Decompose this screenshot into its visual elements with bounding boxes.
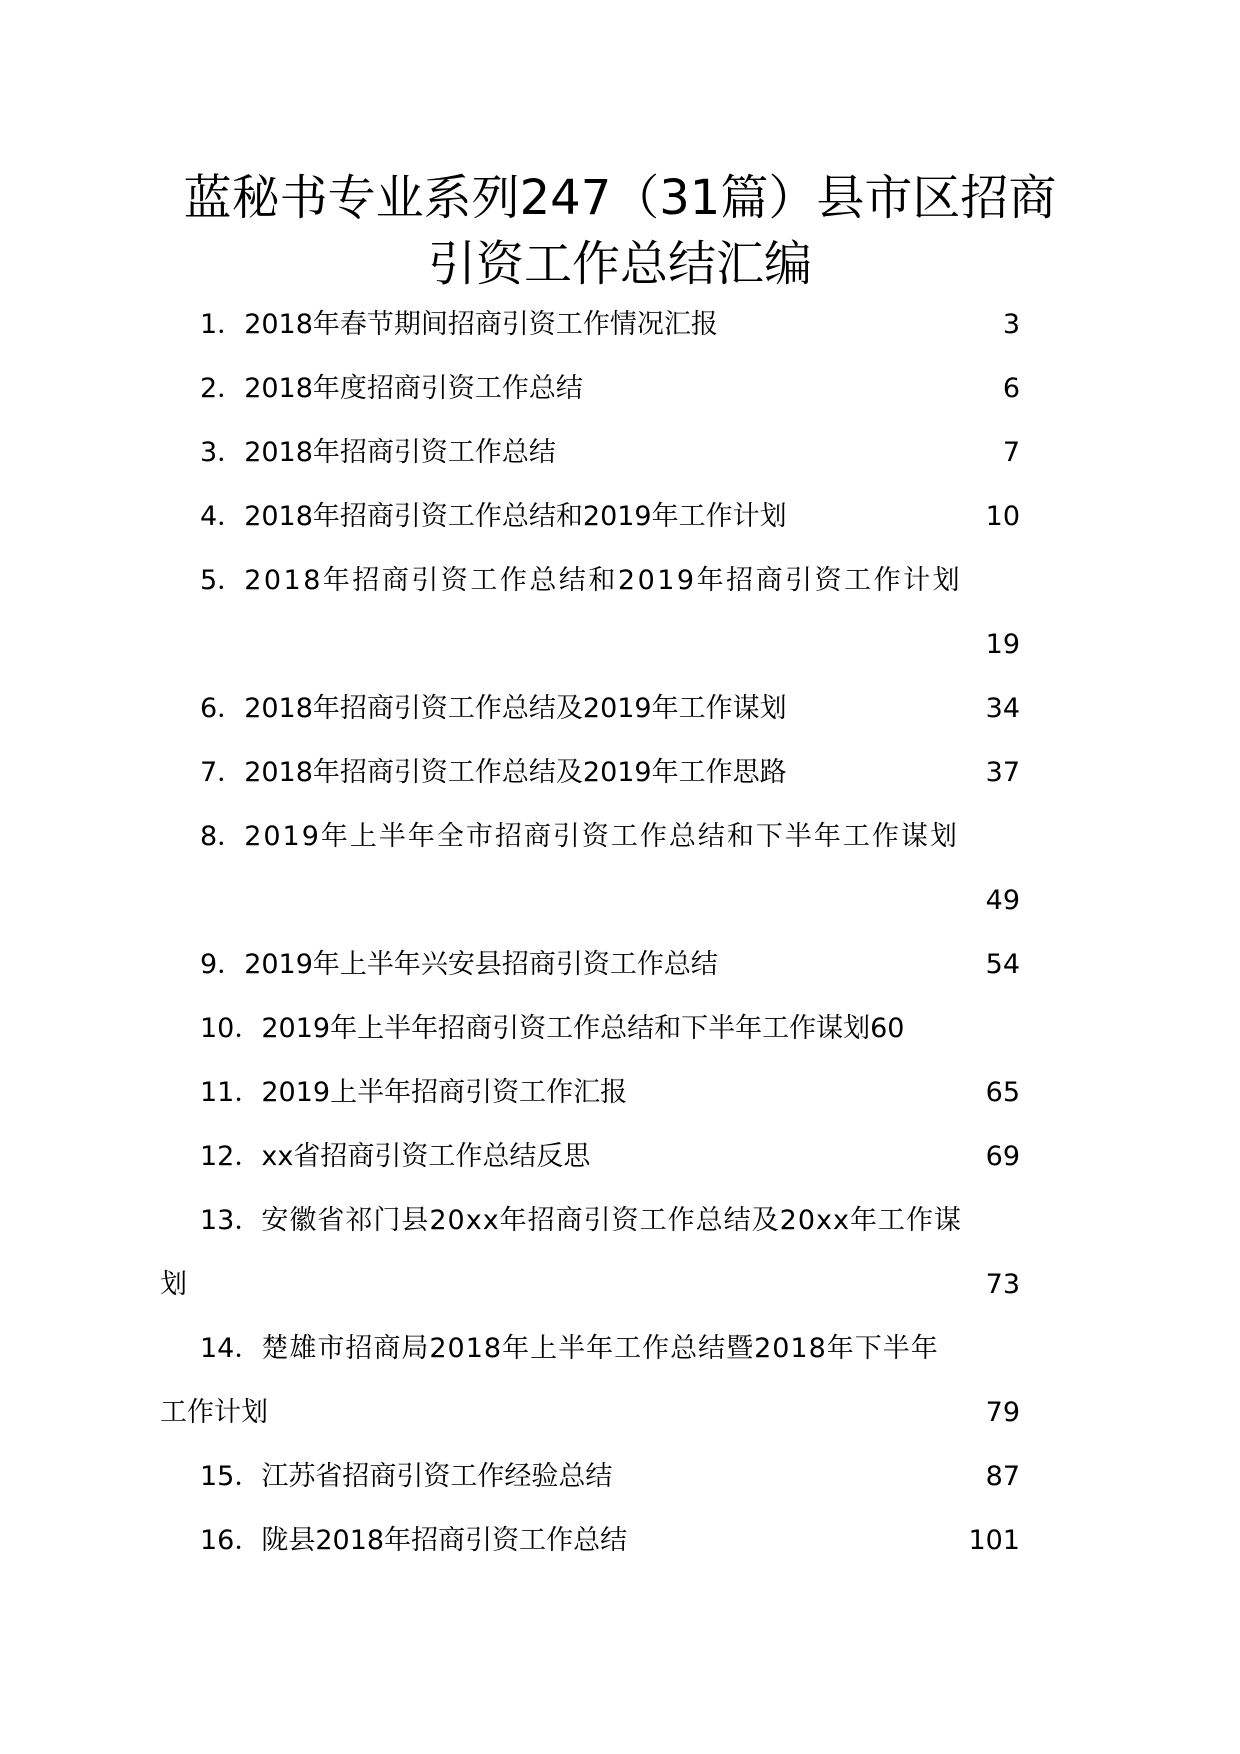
toc-entry-number: 1． xyxy=(200,309,245,340)
toc-entry-13-continuation[interactable] xyxy=(160,1262,1020,1302)
toc-entry-15[interactable] xyxy=(200,1454,1020,1494)
toc-entry-5-continuation[interactable] xyxy=(160,622,1020,662)
toc-dot-leader xyxy=(787,500,986,534)
toc-dot-leader xyxy=(268,1396,986,1430)
toc-entry-7[interactable] xyxy=(200,750,1020,790)
document-title-line-2: 引资工作总结汇编 xyxy=(427,236,812,292)
toc-entry-16[interactable] xyxy=(200,1518,1020,1558)
toc-entry-1[interactable] xyxy=(200,302,1020,342)
toc-entry-9[interactable] xyxy=(200,942,1020,982)
toc-entry-number: 3． xyxy=(200,437,245,468)
toc-dot-leader xyxy=(612,1460,985,1494)
toc-entry-title: 2018年招商引资工作总结和2019年招商引资工作计划 xyxy=(244,565,963,596)
toc-entry-page: 65 xyxy=(985,1077,1020,1108)
toc-entry-12[interactable] xyxy=(200,1134,1020,1174)
toc-entry-2[interactable] xyxy=(200,366,1020,406)
toc-entry-title: 2019年上半年兴安县招商引资工作总结 xyxy=(244,949,718,980)
toc-entry-14[interactable] xyxy=(200,1326,1090,1366)
toc-entry-10[interactable] xyxy=(200,1006,1040,1046)
toc-entry-page: 73 xyxy=(985,1269,1020,1300)
toc-entry-8[interactable] xyxy=(200,814,1090,854)
toc-entry-title: 安徽省祁门县20xx年招商引资工作总结及20xx年工作谋 xyxy=(261,1205,962,1236)
toc-entry-title: 2019年上半年全市招商引资工作总结和下半年工作谋划 xyxy=(244,821,959,852)
toc-entry-title: 2019上半年招商引资工作汇报 xyxy=(261,1077,628,1108)
toc-entry-number: 13． xyxy=(200,1205,262,1236)
toc-dot-leader xyxy=(718,948,986,982)
toc-entry-title: 2018年招商引资工作总结和2019年工作计划 xyxy=(244,501,787,532)
toc-entry-4[interactable] xyxy=(200,494,1020,534)
toc-dot-leader xyxy=(160,628,986,662)
toc-entry-6[interactable] xyxy=(200,686,1020,726)
toc-entry-page: 60 xyxy=(870,1013,905,1044)
toc-entry-number: 11． xyxy=(200,1077,262,1108)
toc-entry-title: 江苏省招商引资工作经验总结 xyxy=(261,1461,613,1492)
toc-entry-title: 2018年招商引资工作总结 xyxy=(244,437,556,468)
toc-entry-number: 6． xyxy=(200,693,245,724)
toc-entry-title: 2018年招商引资工作总结及2019年工作思路 xyxy=(244,757,787,788)
toc-entry-page: 69 xyxy=(985,1141,1020,1172)
toc-entry-11[interactable] xyxy=(200,1070,1020,1110)
toc-dot-leader xyxy=(590,1140,985,1174)
toc-entry-title: 2018年招商引资工作总结及2019年工作谋划 xyxy=(244,693,787,724)
toc-entry-3[interactable] xyxy=(200,430,1020,470)
toc-entry-number: 8． xyxy=(200,821,245,852)
toc-entry-title: xx省招商引资工作总结反思 xyxy=(261,1141,591,1172)
toc-entry-page: 49 xyxy=(985,885,1020,916)
toc-entry-title-continuation: 工作计划 xyxy=(160,1397,268,1428)
toc-entry-page: 54 xyxy=(985,949,1020,980)
toc-dot-leader xyxy=(627,1524,968,1558)
toc-entry-number: 5． xyxy=(200,565,245,596)
toc-entry-page: 37 xyxy=(985,757,1020,788)
toc-entry-page: 34 xyxy=(985,693,1020,724)
toc-entry-number: 4． xyxy=(200,501,245,532)
toc-dot-leader xyxy=(160,884,986,918)
toc-dot-leader xyxy=(187,1268,986,1302)
toc-dot-leader xyxy=(787,692,986,726)
toc-entry-title: 2019年上半年招商引资工作总结和下半年工作谋划 xyxy=(261,1013,871,1044)
toc-entry-title: 2018年春节期间招商引资工作情况汇报 xyxy=(244,309,718,340)
toc-entry-number: 16． xyxy=(200,1525,262,1556)
toc-entry-14-continuation[interactable] xyxy=(160,1390,1020,1430)
toc-entry-8-continuation[interactable] xyxy=(160,878,1020,918)
toc-entry-13[interactable] xyxy=(200,1198,1090,1238)
toc-entry-number: 15． xyxy=(200,1461,262,1492)
toc-entry-page: 6 xyxy=(1002,373,1020,404)
toc-entry-number: 9． xyxy=(200,949,245,980)
toc-entry-page: 87 xyxy=(985,1461,1020,1492)
toc-entry-number: 10． xyxy=(200,1013,262,1044)
toc-entry-title: 陇县2018年招商引资工作总结 xyxy=(261,1525,628,1556)
document-title-line-1: 蓝秘书专业系列247（31篇）县市区招商 xyxy=(183,170,1057,226)
toc-entry-title: 楚雄市招商局2018年上半年工作总结暨2018年下半年 xyxy=(261,1333,939,1364)
toc-entry-page: 101 xyxy=(968,1525,1020,1556)
toc-entry-page: 10 xyxy=(985,501,1020,532)
toc-dot-leader xyxy=(718,308,1003,342)
toc-entry-page: 3 xyxy=(1002,309,1020,340)
toc-entry-page: 19 xyxy=(985,629,1020,660)
toc-entry-title: 2018年度招商引资工作总结 xyxy=(244,373,583,404)
toc-dot-leader xyxy=(627,1076,986,1110)
toc-dot-leader xyxy=(583,372,1003,406)
toc-entry-number: 14． xyxy=(200,1333,262,1364)
toc-dot-leader xyxy=(556,436,1003,470)
toc-entry-number: 7． xyxy=(200,757,245,788)
toc-entry-number: 2． xyxy=(200,373,245,404)
toc-entry-number: 12． xyxy=(200,1141,262,1172)
toc-entry-page: 79 xyxy=(985,1397,1020,1428)
toc-entry-page: 7 xyxy=(1002,437,1020,468)
toc-entry-title-continuation: 划 xyxy=(160,1269,187,1300)
toc-entry-5[interactable] xyxy=(200,558,1090,598)
toc-dot-leader xyxy=(787,756,986,790)
